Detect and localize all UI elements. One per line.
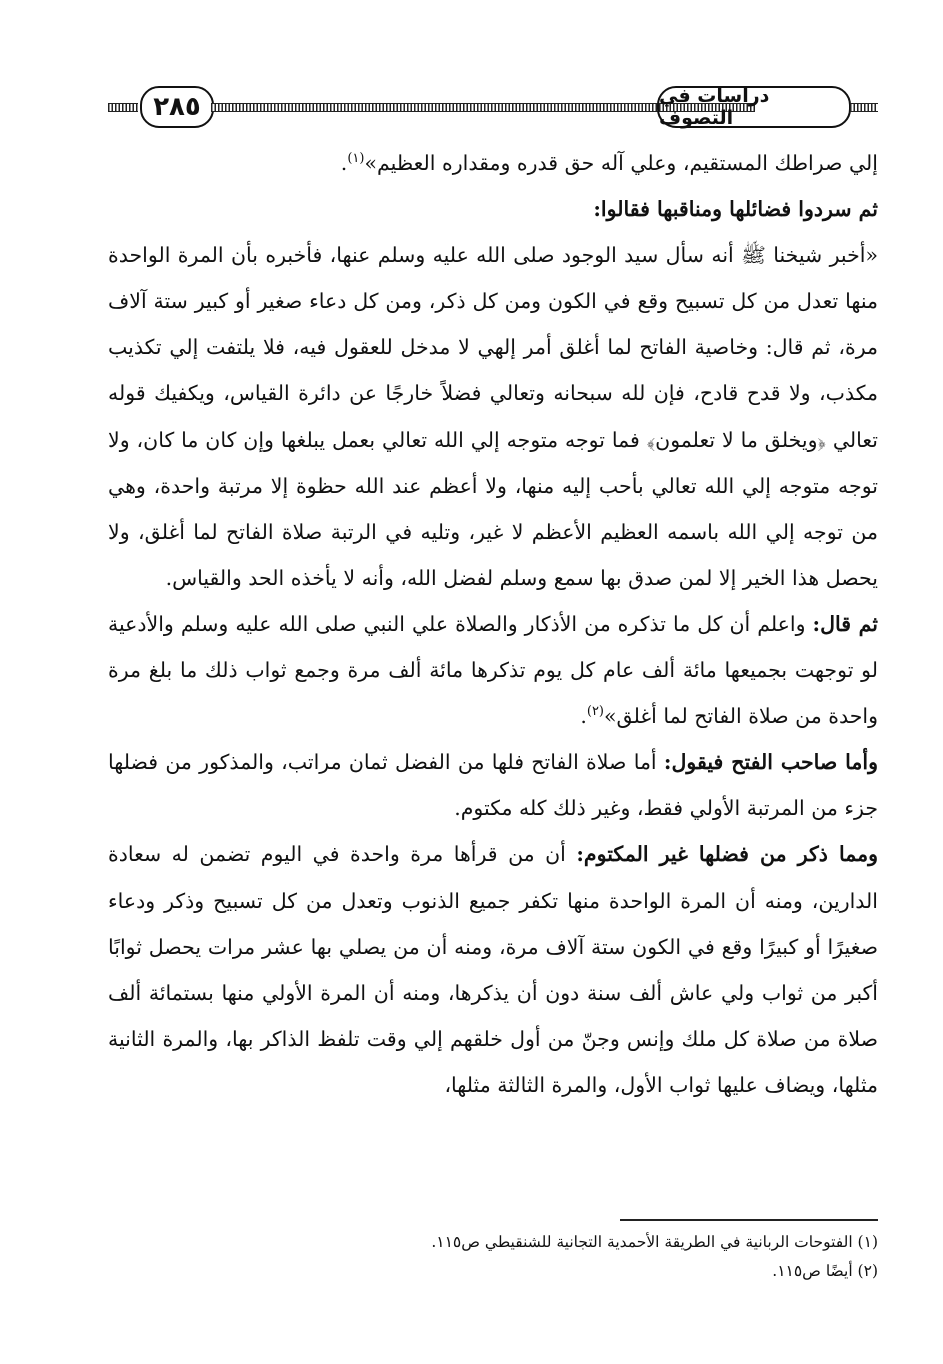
footnote-divider — [620, 1219, 878, 1221]
header-ornament-left — [108, 103, 138, 112]
paragraph-3 — [108, 232, 878, 601]
paragraph-lead: ومما ذكر من فضلها غير المكتوم: — [576, 842, 878, 867]
page-header — [108, 84, 878, 130]
footnote-ref-2[interactable]: (٢) — [586, 704, 604, 720]
paragraph-1 — [108, 140, 878, 186]
paragraph-6 — [108, 831, 878, 1108]
header-ornament-right — [850, 103, 878, 112]
paragraph-lead: ثم سردوا فضائلها ومناقبها فقالوا: — [593, 197, 878, 222]
main-text — [108, 140, 878, 1108]
paragraph-lead: ثم قال: — [812, 611, 878, 636]
paragraph-tail: . — [580, 704, 587, 729]
footnote-1: (١) الفتوحات الربانية في الطريقة الأحمدية التجانية للشنقيطي ص١١٥. — [431, 1233, 878, 1251]
paragraph-5 — [108, 739, 878, 831]
footnote-2: (٢) أيضًا ص١١٥. — [772, 1262, 878, 1280]
footnote-ref-1[interactable]: (١) — [347, 151, 365, 167]
footnotes — [108, 1228, 878, 1286]
page-number — [140, 86, 214, 128]
paragraph-text: إلي صراطك المستقيم، وعلي آله حق قدره ومقداره العظيم» — [364, 151, 878, 175]
paragraph-text: «أخبر شيخنا ﷺ أنه سأل سيد الوجود صلى الله عليه وسلم عنها، فأخبره بأن المرة الواحدة منها تعدل من كل تسبيح وقع في الكون ومن كل ذكر، ومن كل دعاء صغير أو كبير ستة آلاف مرة، ثم قال: وخاصية الفاتح لما أغلق أمر إلهي لا مدخل للعقول فيه، فلا يلتفت إلي تكذيب مكذب، ولا قدح قادح، فإن لله سبحانه وتعالي فضلاً خارجًا عن دائرة القياس، ويكفيك قوله تعالي ﴿ويخلق ما لا تعلمون﴾ فما توجه متوجه إلي الله تعالي بعمل يبلغها وإن كان ما كان، ولا توجه متوجه إلي الله تعالي بأحب إليه منها، ولا أعظم عند الله حظوة إلا مرتبة واحدة، وهي من توجه إلي الله باسمه العظيم الأعظم لا غير، وتليه في الرتبة صلاة الفاتح لما أغلق، ولا يحصل هذا الخير إلا لمن صدق بها سمع وسلم لفضل الله، وأنه لا يأخذه الحد والقياس. — [108, 243, 878, 590]
paragraph-text: واعلم أن كل ما تذكره من الأذكار والصلاة علي النبي صلى الله عليه وسلم والأدعية لو توجهت بجميعها مائة ألف عام كل يوم تذكرها مائة ألف مرة وجمع ثواب ذلك ما بلغ مرة واحدة من صلاة الفاتح لما أغلق» — [108, 611, 878, 729]
running-title — [657, 86, 851, 128]
paragraph-lead: وأما صاحب الفتح فيقول: — [663, 750, 878, 775]
running-title-text: دراسات في التصوف — [659, 85, 770, 129]
paragraph-tail: . — [340, 151, 348, 175]
paragraph-4 — [108, 601, 878, 739]
page-number-text: ٢٨٥ — [153, 92, 201, 122]
paragraph-text: أن من قرأها مرة واحدة في اليوم تضمن له سعادة الدارين، ومنه أن المرة الواحدة منها تكفر جميع الذنوب وتعدل من كل تسبيح وذكر ودعاء صغيرًا أو كبيرًا وقع في الكون ستة آلاف مرة، ومنه أن من يصلي بها عشر مرات يحصل ثوابًا أكبر من ثواب ولي عاش ألف سنة دون أن يذكرها، ومنه أن المرة الأولي منها بستمائة ألف صلاة من صلاة كل ملك وإنس وجنّ من أول خلقهم إلي وقت تلفظ الذاكر بها، والمرة الثانية مثلها، ويضاف عليها ثواب الأول، والمرة الثالثة مثلها، — [108, 842, 878, 1097]
paragraph-2 — [108, 186, 878, 232]
paragraph-text: أما صلاة الفاتح فلها من الفضل ثمان مراتب، والمذكور من فضلها جزء من المرتبة الأولي فقط، وغير ذلك كله مكتوم. — [108, 750, 878, 821]
